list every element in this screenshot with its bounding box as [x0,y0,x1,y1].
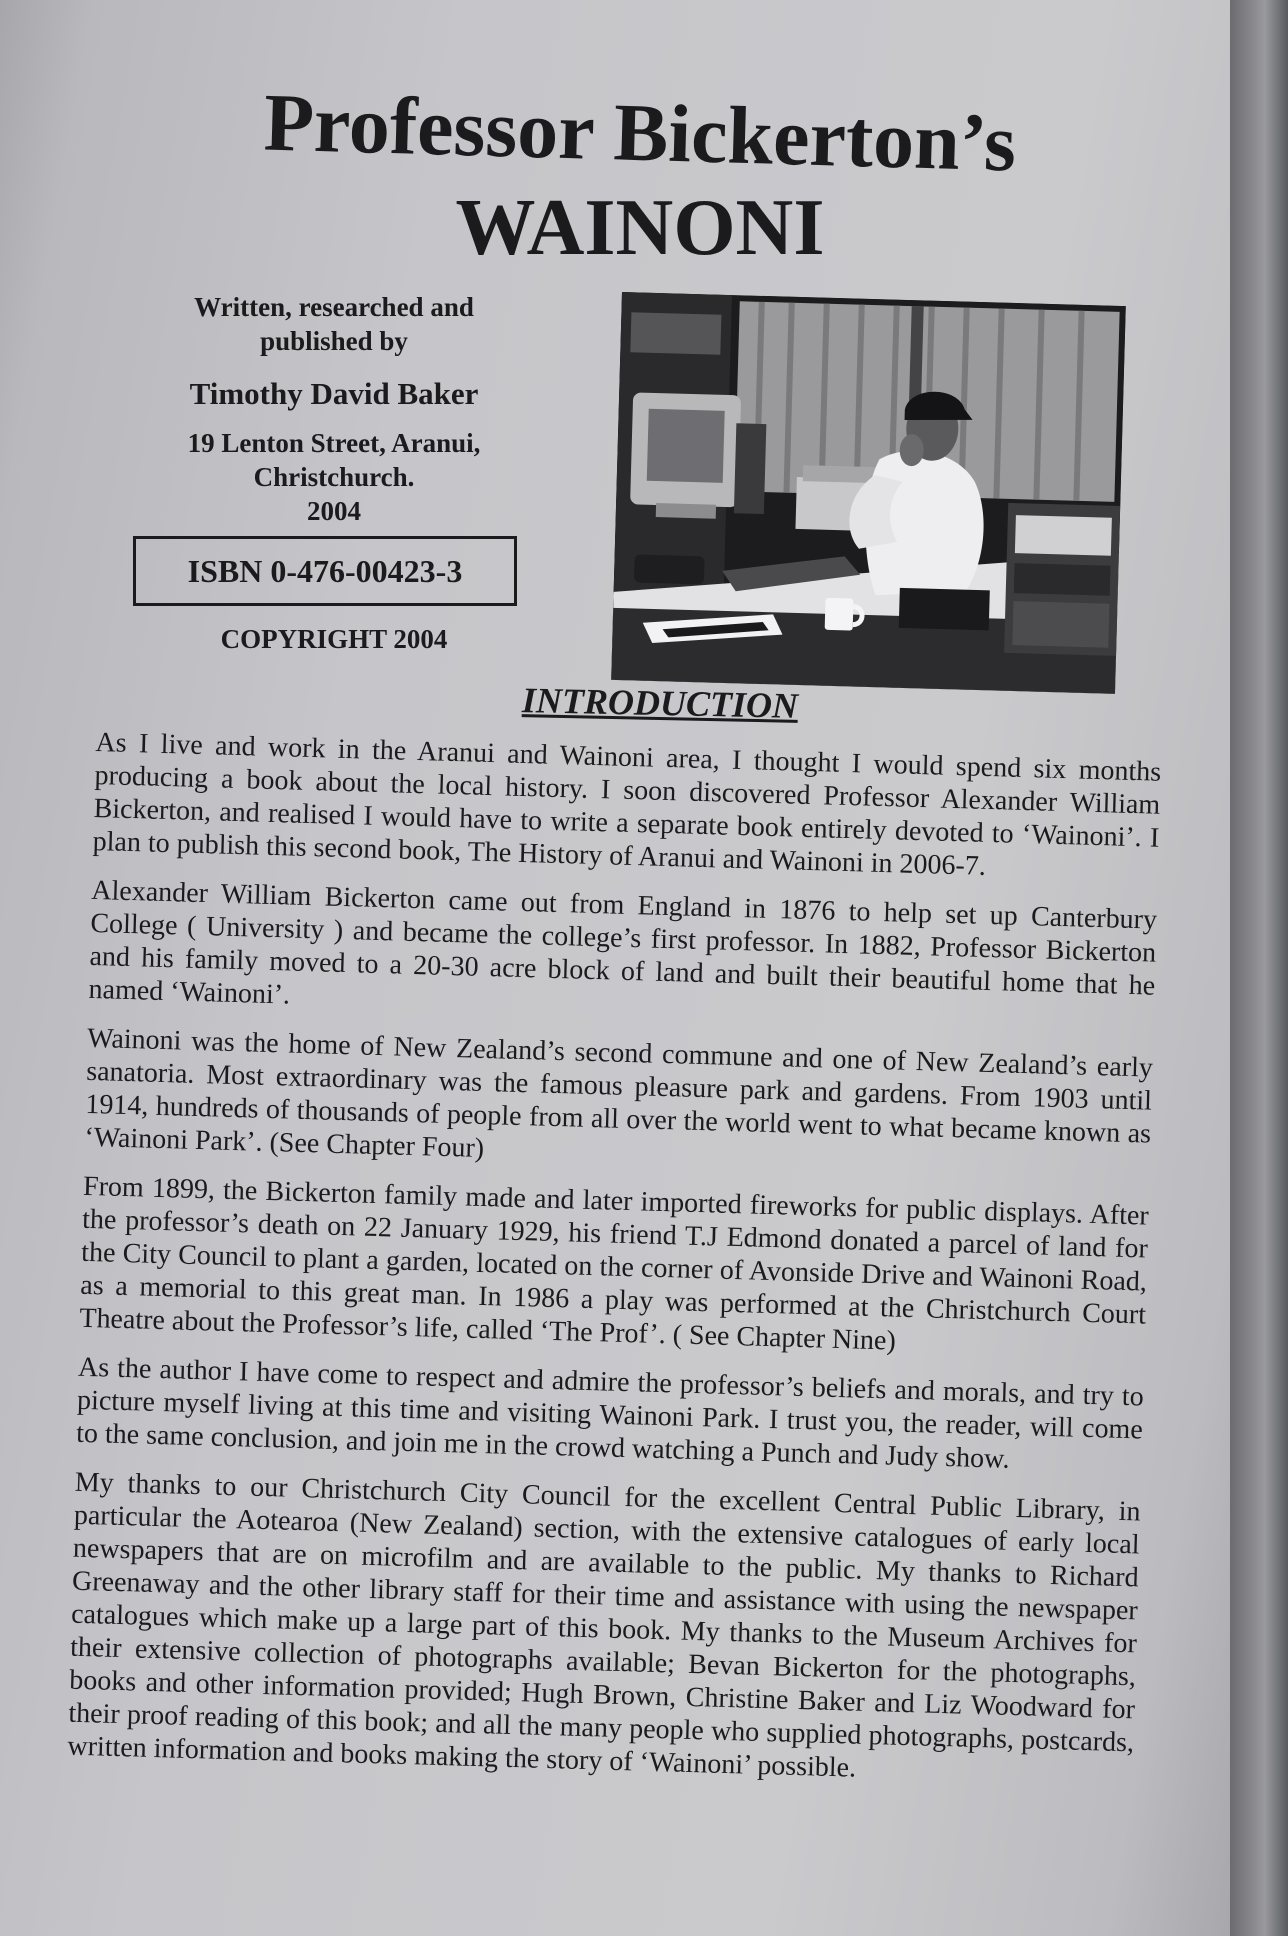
publication-year: 2004 [307,496,361,526]
author-at-desk-photo [611,292,1126,694]
paragraph-2: Alexander William Bickerton came out from England in 1876 to help set up Canterbury College ( University ) and became the college’s first professor. In 1882, Professor Bickerton and his family moved to a 20-30 acre block of land and built their beautiful home that he named ‘Wainoni’. [88,874,1158,1011]
address-line-1: 19 Lenton Street, Aranui, [187,428,481,458]
paragraph-5: As the author I have come to respect and admire the professor’s beliefs and morals, and try to picture myself living at this time and visiting Wainoni Park. I trust you, the reader, will come to the same conclusion, and join me in the crowd watching a Punch and Judy show. [75,1351,1145,1475]
photo-illustration [611,292,1126,694]
author-name: Timothy David Baker [189,376,479,411]
isbn-box: ISBN 0-476-00423-3 [133,536,517,606]
credits-block [118,290,550,528]
credit-line-1: Written, researched and [194,292,474,322]
paragraph-4: From 1899, the Bickerton family made and later imported fireworks for public displays. After the professor’s death on 22 January 1929, his friend T.J Edmond donated a parcel of land for the City Council to plant a garden, located on the corner of Avonside Drive and Wainoni Road, as a memorial to this great man. In 1986 a play was performed at the Christchurch Court Theatre about the Professor’s life, called ‘The Prof’. ( See Chapter Nine) [79,1170,1150,1357]
credit-line-2: published by [260,326,408,356]
book-title: Professor Bickerton’s [262,76,1018,189]
introduction-body [67,726,1162,1808]
paragraph-1: As I live and work in the Aranui and Wainoni area, I thought I would spend six months producing a book about the local history. I soon discovered Professor Alexander William Bickerton, and realised I would have to write a separate book entirely devoted to ‘Wainoni’. I plan to publish this second book, The History of Aranui and Wainoni in 2006-7. [92,726,1162,882]
introduction-heading: INTRODUCTION [521,680,799,726]
book-subtitle: WAINONI [455,184,825,272]
paragraph-6: My thanks to our Christchurch City Council for the excellent Central Public Library, in particular the Aotearoa (New Zealand) section, with the extensive catalogues of early local newspapers that are on microfilm and are available to the public. My thanks to Richard Greenaway and the other library staff for their time and assistance with using the newspaper catalogues which make up a large part of this book. My thanks to the Museum Archives for their extensive collection of photographs available; Bevan Bickerton for the photographs, books and other information provided; Hugh Brown, Christine Baker and Liz Woodward for their proof reading of this book; and all the many people who supplied photographs, postcards, written information and books making the story of ‘Wainoni’ possible. [67,1466,1141,1784]
copyright-notice: COPYRIGHT 2004 [220,624,448,654]
facing-page-edge [1230,0,1288,1936]
paragraph-3: Wainoni was the home of New Zealand’s second commune and one of New Zealand’s early sanatoria. Most extraordinary was the famous pleasure park and gardens. From 1903 until 1914, hundreds of thousands of people from all over the world went to what became known as ‘Wainoni Park’. (See Chapter Four) [84,1022,1154,1164]
address-line-2: Christchurch. [253,462,415,492]
